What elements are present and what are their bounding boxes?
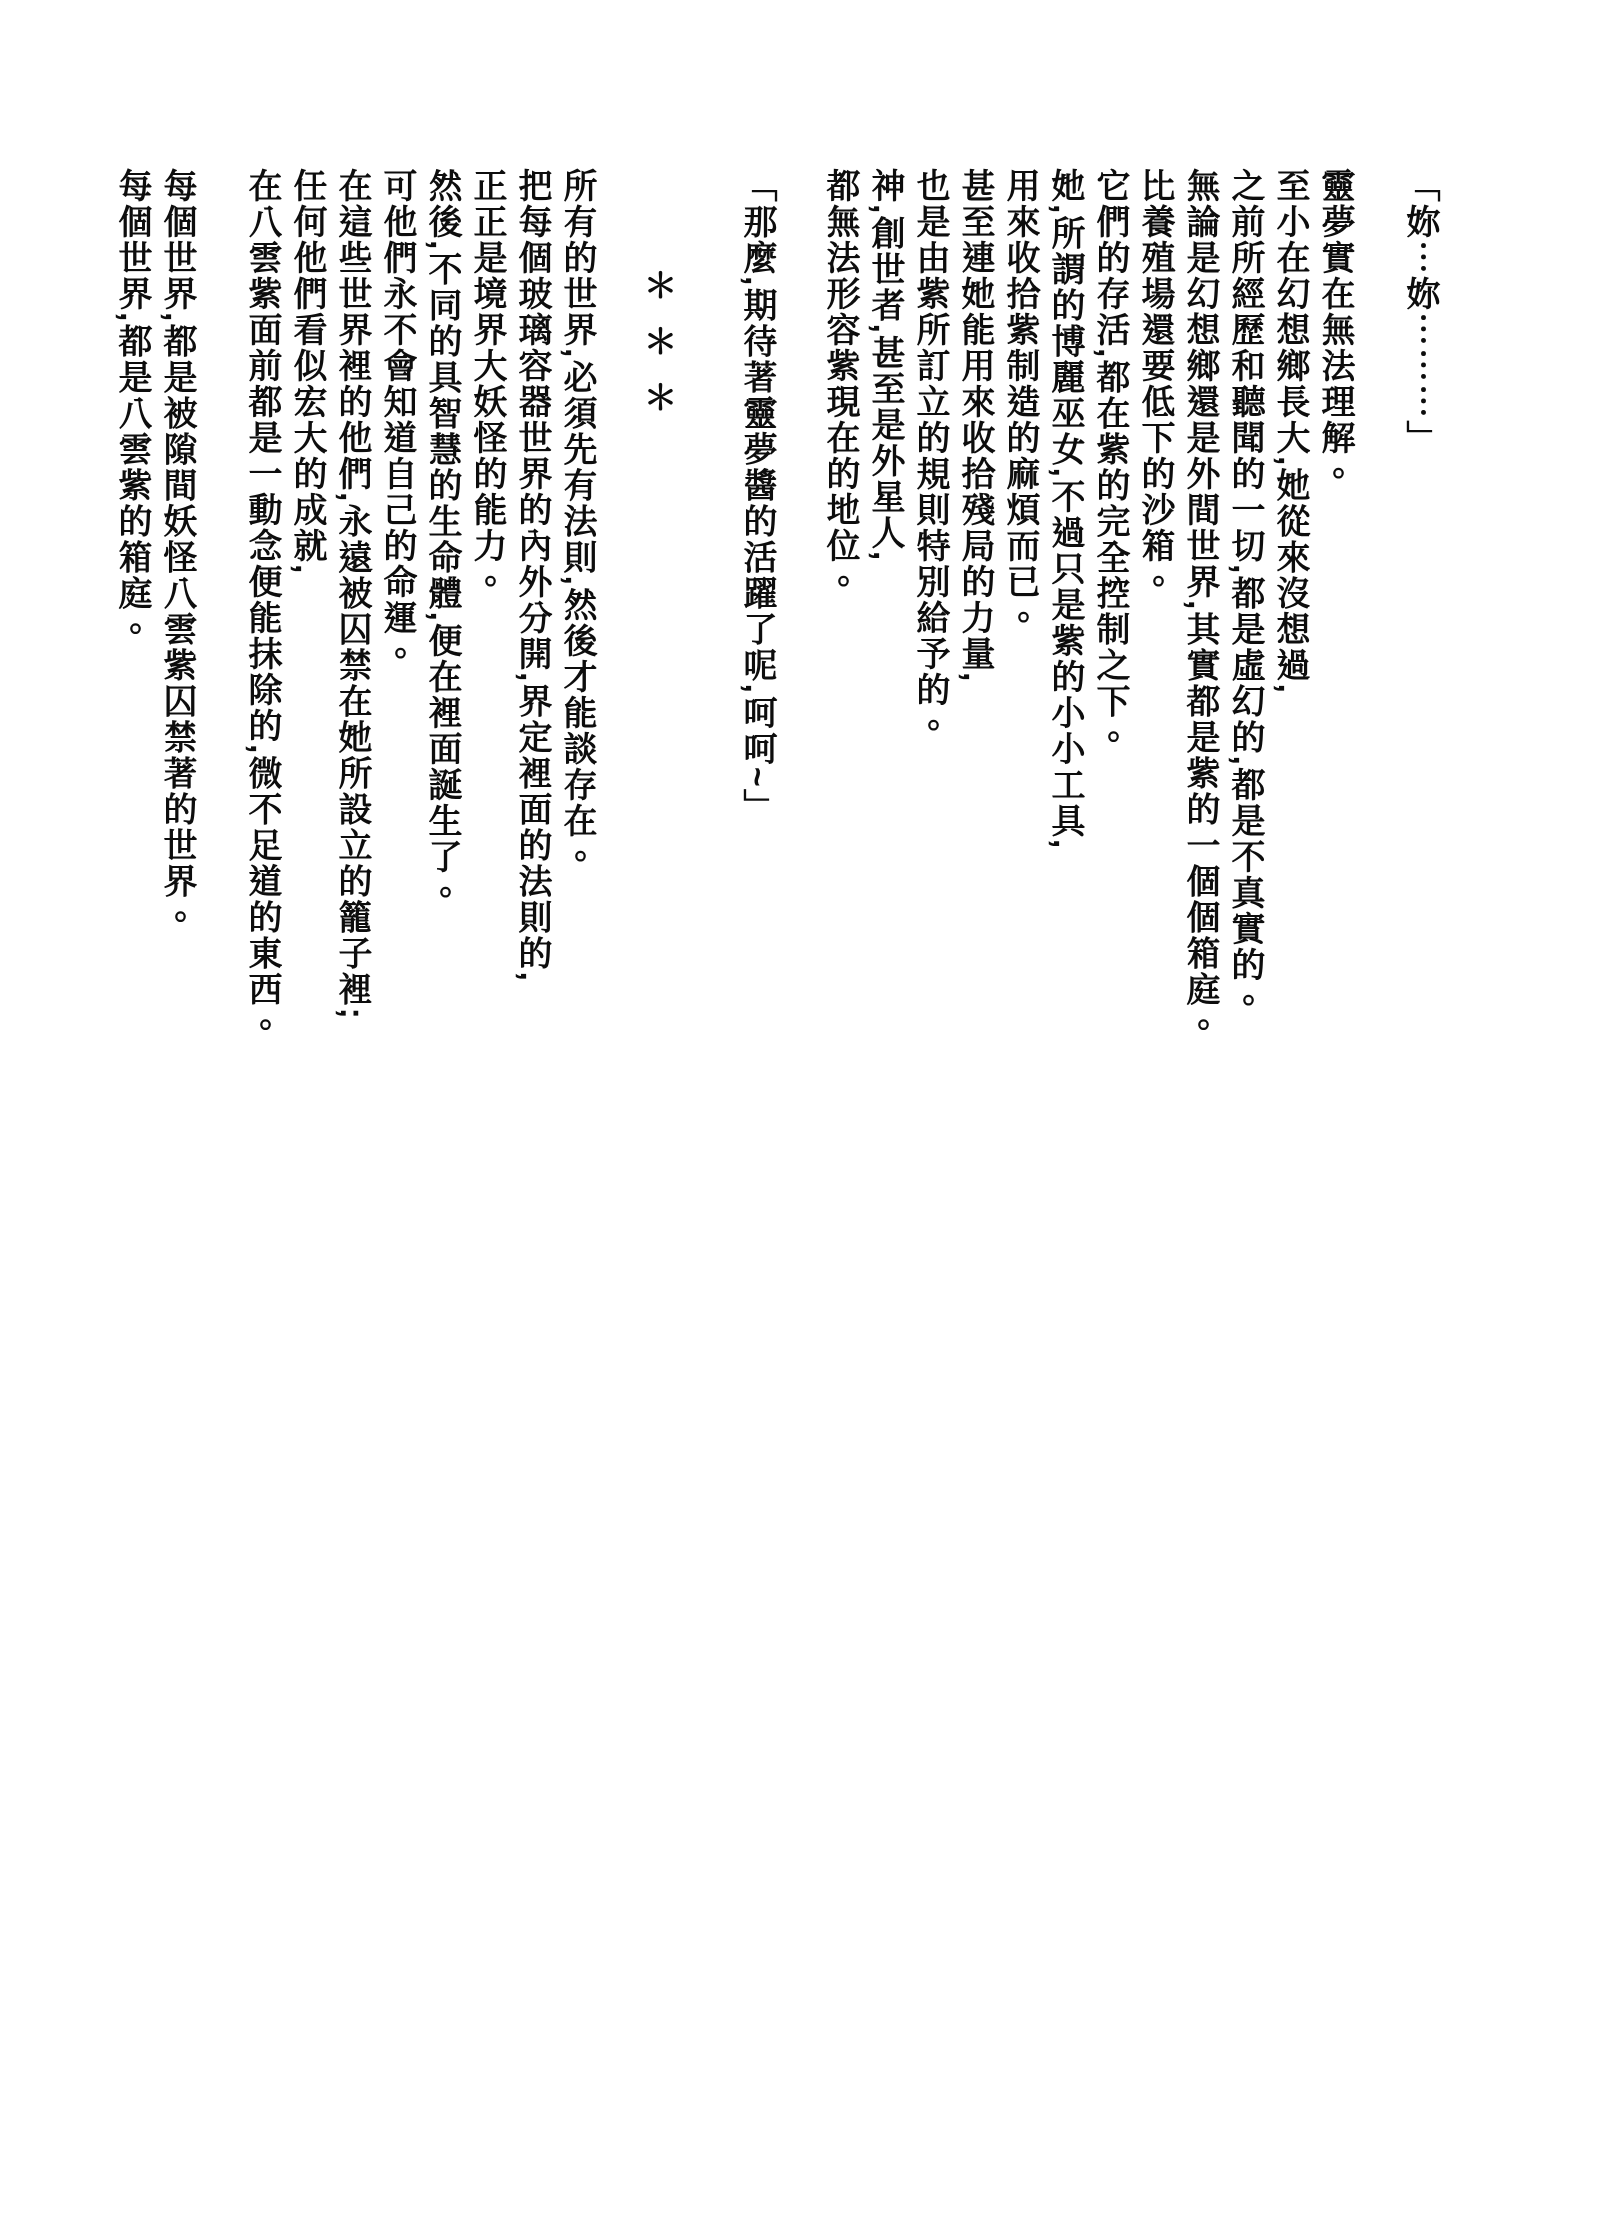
text-line: 比養殖場還要低下的沙箱。 [1136,168,1174,600]
text-line: 至小在幻想鄉長大,她從來沒想過, [1271,168,1309,695]
text-line: 無論是幻想鄉還是外間世界,其實都是紫的一個個箱庭。 [1181,168,1219,1044]
text-line: 然後,不同的具智慧的生命體,便在裡面誕生了。 [423,168,461,911]
text-line: 「那麼,期待著靈夢醬的活躍了呢,呵呵~」 [738,168,776,825]
paragraph-yukari-dialogue [734,168,779,1348]
text-line: 「妳︙妳︙︙︙」 [1401,168,1439,456]
text-line: 可他們永不會知道自己的命運。 [378,168,416,672]
paragraph-narration-3 [109,168,199,1348]
text-line: 也是由紫所訂立的規則特別給予的。 [911,168,949,744]
text-line: 都無法形容紫現在的地位。 [821,168,859,600]
paragraph-narration-2 [239,168,599,1348]
text-line: 每個世界,都是被隙間妖怪八雲紫囚禁著的世界。 [158,168,196,936]
scene-separator [634,168,679,1348]
text-line: 神,創世者,甚至是外星人, [866,168,904,563]
asterisk-separator: ＊＊＊ [638,268,676,436]
text-line: 她,所謂的博麗巫女,不過只是紫的小小工具, [1046,168,1084,851]
vertical-text-block [109,168,1442,1348]
paragraph-narration-1 [817,168,1357,1348]
text-line: 用來收拾紫制造的麻煩而已。 [1001,168,1039,636]
text-line: 把每個玻璃容器世界的內外分開,界定裡面的法則的, [513,168,551,983]
paragraph-opening-dialogue [1397,168,1442,1348]
text-line: 它們的存活,都在紫的完全控制之下。 [1091,168,1129,756]
text-line: 之前所經歷和聽聞的一切,都是虛幻的,都是不真實的。 [1226,168,1264,1019]
text-line: 在這些世界裡的他們,永遠被囚禁在她所設立的籠子裡; [333,168,371,1021]
text-line: 靈夢實在無法理解。 [1316,168,1354,492]
text-line: 每個世界,都是八雲紫的箱庭。 [113,168,151,648]
text-line: 在八雲紫面前都是一動念便能抹除的,微不足道的東西。 [243,168,281,1044]
text-line: 甚至連她能用來收拾殘局的力量, [956,168,994,684]
text-line: 任何他們看似宏大的成就, [288,168,326,576]
text-line: 所有的世界,必須先有法則,然後才能談存在。 [558,168,596,875]
text-line: 正正是境界大妖怪的能力。 [468,168,506,600]
